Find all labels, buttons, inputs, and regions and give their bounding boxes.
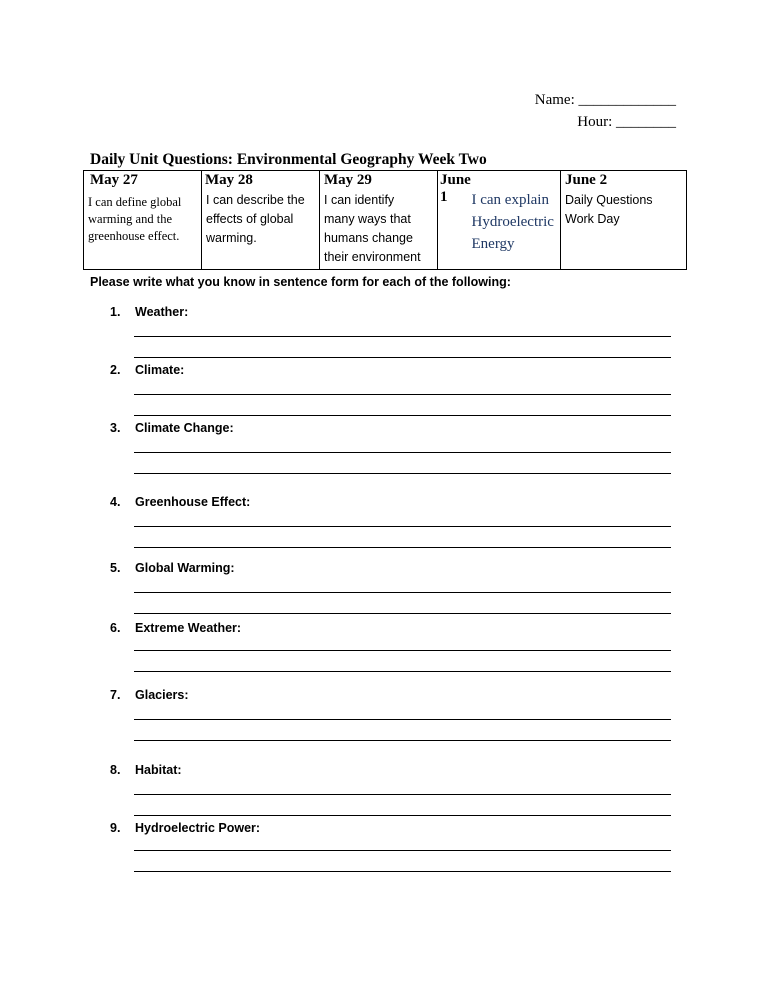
question-item xyxy=(110,621,241,635)
question-label: Extreme Weather: xyxy=(135,621,242,635)
question-number: 2. xyxy=(110,363,121,377)
goal-line: effects of global xyxy=(206,212,294,226)
question-item xyxy=(110,688,189,702)
schedule-cell-may28 xyxy=(202,171,320,270)
answer-line[interactable] xyxy=(134,592,671,593)
name-field-label: Name: _____________ xyxy=(534,92,676,108)
instructions: Please write what you know in sentence form for each of the following: xyxy=(90,275,511,289)
goal-line: Hydroelectric xyxy=(471,214,554,230)
goal-line: greenhouse effect. xyxy=(88,229,180,243)
goal-line: Work Day xyxy=(565,212,620,226)
question-number: 1. xyxy=(110,305,121,319)
question-item xyxy=(110,495,250,509)
question-number: 5. xyxy=(110,561,121,575)
answer-line[interactable] xyxy=(134,452,671,453)
question-item xyxy=(110,305,188,319)
question-label: Global Warming: xyxy=(135,561,235,575)
answer-line[interactable] xyxy=(134,473,671,474)
goal-line: humans change xyxy=(324,231,413,245)
answer-line[interactable] xyxy=(134,850,671,851)
goal-line: many ways that xyxy=(324,212,411,226)
question-number: 4. xyxy=(110,495,121,509)
answer-line[interactable] xyxy=(134,815,671,816)
answer-line[interactable] xyxy=(134,613,671,614)
answer-line[interactable] xyxy=(134,794,671,795)
answer-line[interactable] xyxy=(134,740,671,741)
answer-line[interactable] xyxy=(134,526,671,527)
goal-line: warming. xyxy=(206,231,257,245)
goal-line: I can describe the xyxy=(206,193,305,207)
worksheet-title: Daily Unit Questions: Environmental Geography Week Two xyxy=(90,151,487,168)
goal-line: I can explain xyxy=(471,192,549,208)
goal-line: I can define global xyxy=(88,195,182,209)
question-number: 6. xyxy=(110,621,121,635)
question-label: Greenhouse Effect: xyxy=(135,495,251,509)
answer-line[interactable] xyxy=(134,394,671,395)
schedule-table xyxy=(83,170,687,270)
question-item xyxy=(110,763,182,777)
schedule-cell-june2 xyxy=(561,171,687,270)
question-item xyxy=(110,821,260,835)
schedule-cell-june1 xyxy=(471,171,561,270)
question-label: Hydroelectric Power: xyxy=(135,821,261,835)
question-item xyxy=(110,363,184,377)
hour-field-label: Hour: ________ xyxy=(577,114,676,130)
question-number: 7. xyxy=(110,688,121,702)
day-label: May 29 xyxy=(324,172,372,188)
answer-line[interactable] xyxy=(134,650,671,651)
day-label: June 2 xyxy=(565,172,608,188)
answer-line[interactable] xyxy=(134,415,671,416)
question-item xyxy=(110,561,235,575)
goal-line: Energy xyxy=(471,236,515,252)
day-label: May 27 xyxy=(90,172,138,188)
answer-line[interactable] xyxy=(134,671,671,672)
goal-line: Daily Questions xyxy=(565,193,653,207)
day-label: June 1 xyxy=(440,172,471,205)
goal-line: I can identify xyxy=(324,193,395,207)
day-label: May 28 xyxy=(205,172,253,188)
question-label: Habitat: xyxy=(135,763,182,777)
question-item xyxy=(110,421,234,435)
question-number: 9. xyxy=(110,821,121,835)
question-label: Weather: xyxy=(135,305,189,319)
schedule-cell-may27 xyxy=(84,171,202,270)
answer-line[interactable] xyxy=(134,547,671,548)
goal-line: their environment xyxy=(324,250,421,264)
question-label: Glaciers: xyxy=(135,688,189,702)
answer-line[interactable] xyxy=(134,871,671,872)
question-number: 8. xyxy=(110,763,121,777)
question-label: Climate: xyxy=(135,363,185,377)
answer-line[interactable] xyxy=(134,336,671,337)
answer-line[interactable] xyxy=(134,719,671,720)
goal-line: warming and the xyxy=(88,212,173,226)
answer-line[interactable] xyxy=(134,357,671,358)
question-number: 3. xyxy=(110,421,121,435)
schedule-cell-may29 xyxy=(320,171,471,270)
question-label: Climate Change: xyxy=(135,421,234,435)
